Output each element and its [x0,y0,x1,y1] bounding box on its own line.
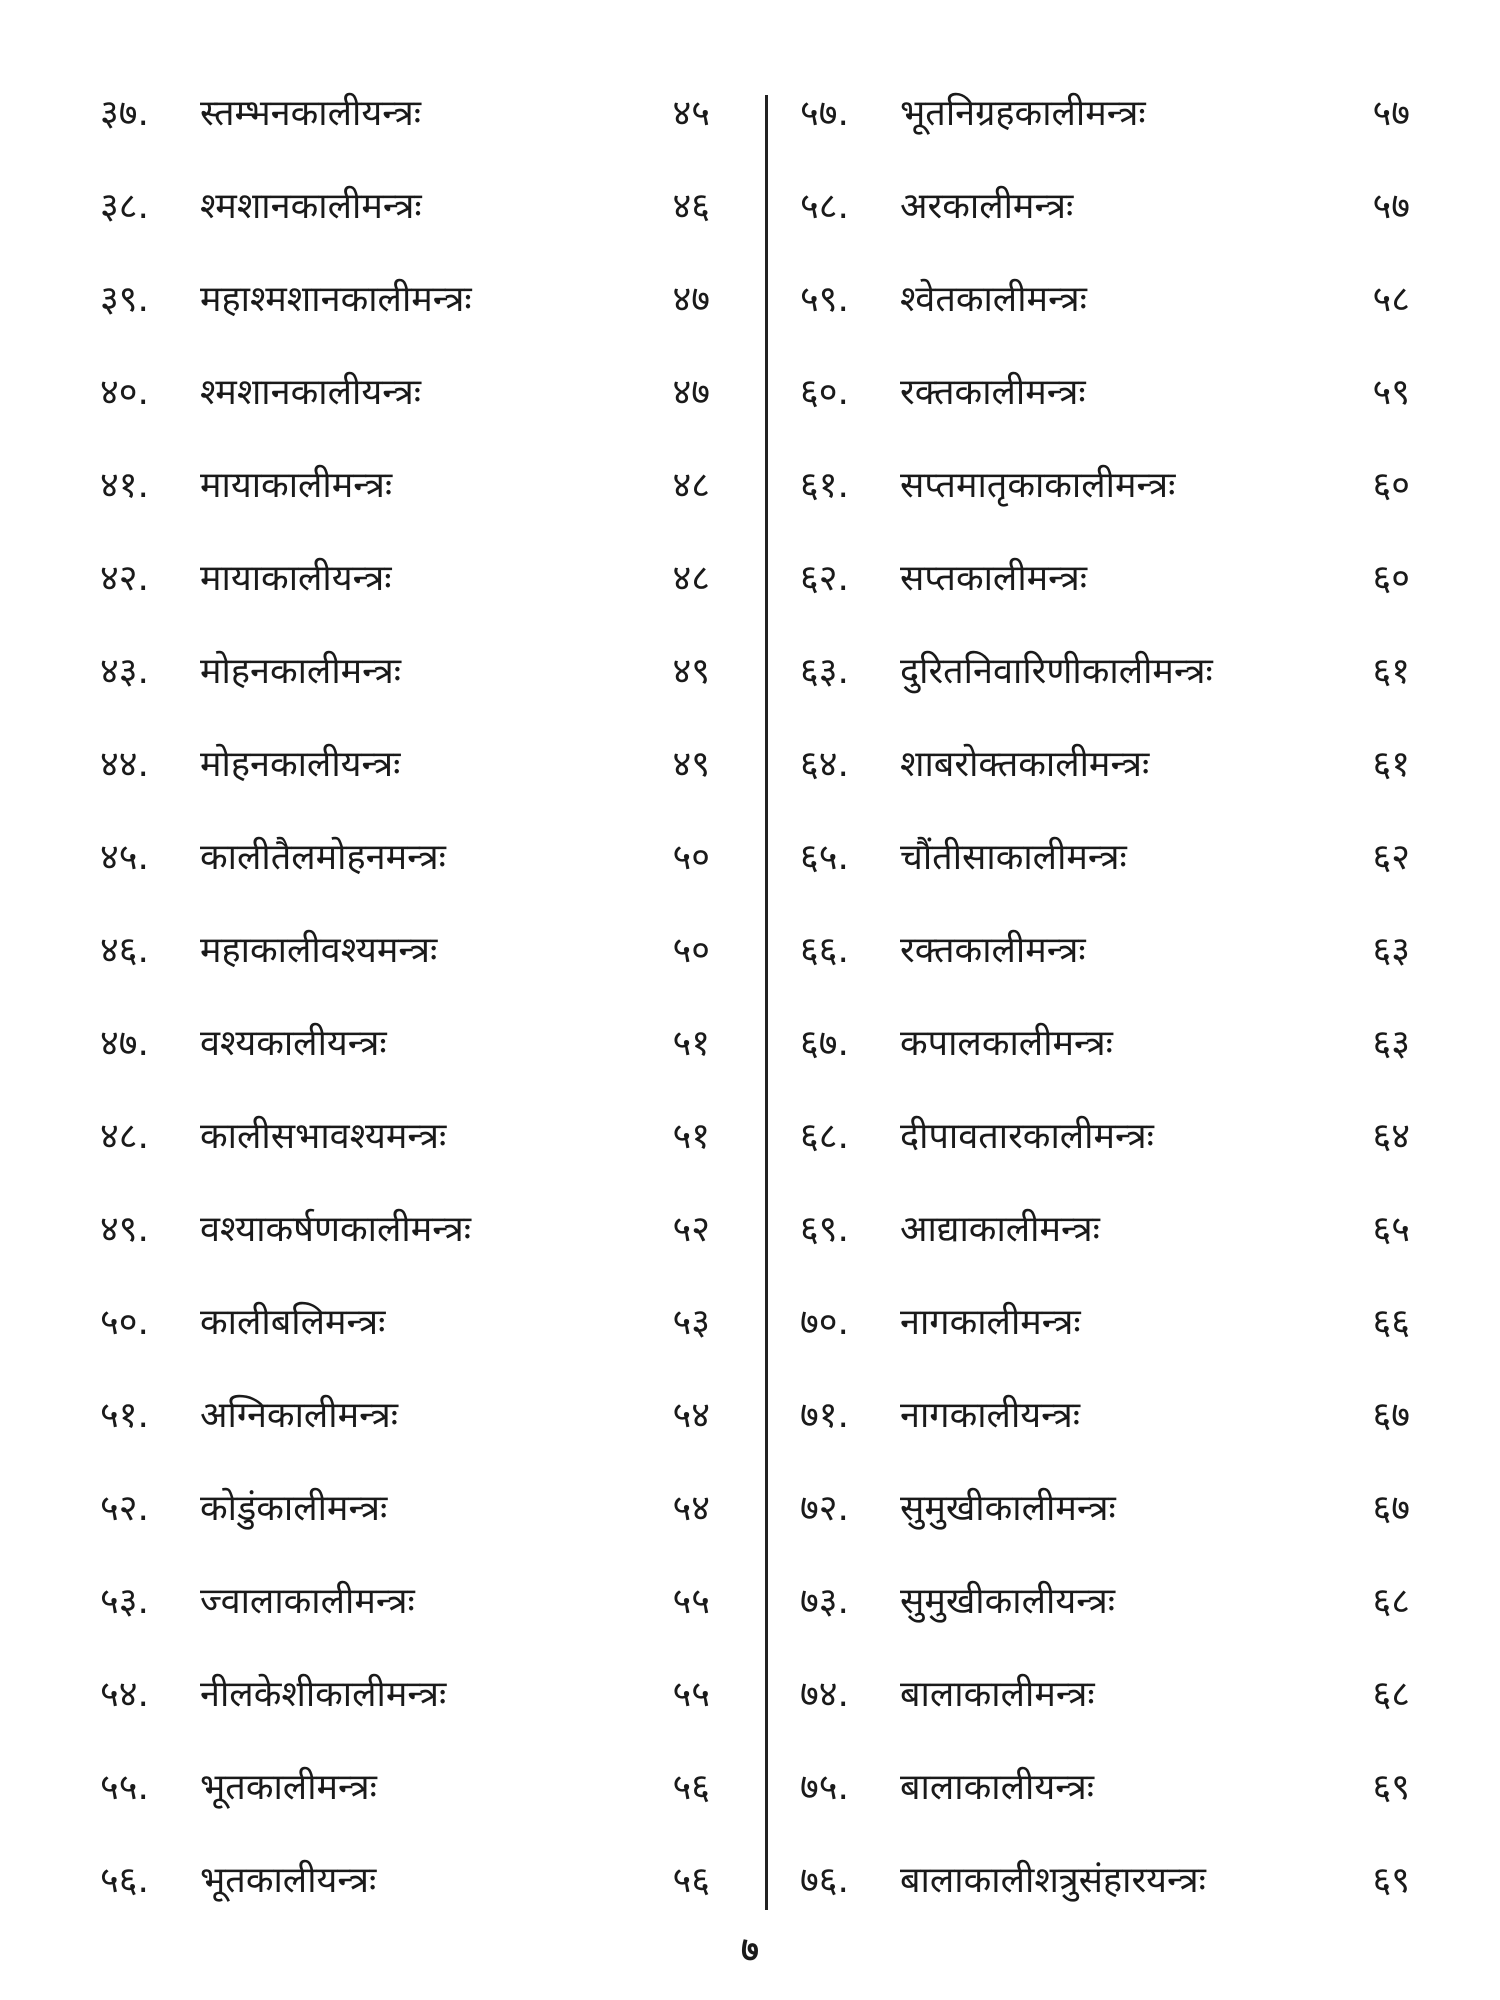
toc-entry [800,177,1440,270]
toc-right-column [800,84,1440,1944]
entry-number: ४५. [100,837,149,878]
entry-page: ६० [1372,558,1410,599]
entry-title: मोहनकालीमन्त्रः [200,651,402,692]
entry-page: ५९ [1372,372,1410,413]
entry-number: ५४. [100,1674,149,1715]
toc-entry [100,1572,740,1665]
entry-page: ६१ [1372,651,1410,692]
toc-entry [800,1014,1440,1107]
toc-entry [800,735,1440,828]
entry-number: ५९. [800,279,849,320]
entry-title: रक्तकालीमन्त्रः [900,372,1086,413]
entry-number: ५८. [800,186,849,227]
entry-page: ५५ [672,1674,710,1715]
entry-title: अग्निकालीमन्त्रः [200,1395,399,1436]
toc-entry [100,1200,740,1293]
toc-entry [800,642,1440,735]
toc-entry [800,456,1440,549]
entry-title: नीलकेशीकालीमन्त्रः [200,1674,447,1715]
entry-title: मोहनकालीयन्त्रः [200,744,401,785]
entry-number: ७२. [800,1488,849,1529]
entry-page: ६७ [1372,1395,1410,1436]
toc-entry [800,1386,1440,1479]
page-number: ७ [741,1930,759,1970]
entry-title: अरकालीमन्त्रः [900,186,1074,227]
entry-page: ५१ [672,1116,710,1157]
toc-entry [100,828,740,921]
entry-number: ६४. [800,744,849,785]
entry-page: ५० [672,837,710,878]
toc-entry [100,270,740,363]
entry-page: ६८ [1372,1674,1410,1715]
entry-number: ३७. [100,93,149,134]
entry-title: भूतकालीयन्त्रः [200,1860,377,1901]
entry-title: कालीतैलमोहनमन्त्रः [200,837,446,878]
toc-entry [100,921,740,1014]
entry-title: महाश्मशानकालीमन्त्रः [200,279,472,320]
entry-title: शाबरोक्तकालीमन्त्रः [900,744,1150,785]
entry-title: आद्याकालीमन्त्रः [900,1209,1100,1250]
entry-number: ४१. [100,465,149,506]
entry-page: ६६ [1372,1302,1410,1343]
toc-entry [800,1572,1440,1665]
toc-entry [100,1479,740,1572]
entry-number: ४९. [100,1209,149,1250]
entry-page: ६३ [1372,1023,1410,1064]
toc-entry [100,1107,740,1200]
entry-number: ४०. [100,372,149,413]
entry-number: ६६. [800,930,849,971]
entry-page: ५३ [672,1302,710,1343]
toc-entry [100,1014,740,1107]
column-divider [765,95,768,1910]
entry-page: ४७ [672,279,710,320]
toc-entry [800,549,1440,642]
entry-page: ५६ [672,1767,710,1808]
entry-title: बालाकालीमन्त्रः [900,1674,1095,1715]
entry-page: ५५ [672,1581,710,1622]
entry-page: ५७ [1372,186,1410,227]
entry-page: ४८ [672,558,710,599]
entry-title: श्वेतकालीमन्त्रः [900,279,1087,320]
entry-page: ६७ [1372,1488,1410,1529]
entry-title: दुरितनिवारिणीकालीमन्त्रः [900,651,1213,692]
entry-page: ५७ [1372,93,1410,134]
toc-entry [800,1107,1440,1200]
toc-entry [800,1665,1440,1758]
entry-page: ५२ [672,1209,710,1250]
entry-number: ७६. [800,1860,849,1901]
entry-page: ५४ [672,1488,710,1529]
entry-number: ४२. [100,558,149,599]
entry-title: वश्याकर्षणकालीमन्त्रः [200,1209,472,1250]
toc-entry [100,84,740,177]
entry-title: भूतकालीमन्त्रः [200,1767,377,1808]
toc-entry [800,1200,1440,1293]
entry-title: सुमुखीकालीयन्त्रः [900,1581,1116,1622]
toc-entry [100,1386,740,1479]
entry-page: ५१ [672,1023,710,1064]
entry-title: श्मशानकालीयन्त्रः [200,372,422,413]
entry-number: ६७. [800,1023,849,1064]
toc-entry [800,84,1440,177]
entry-number: ४३. [100,651,149,692]
entry-number: ५६. [100,1860,149,1901]
toc-entry [100,1665,740,1758]
toc-entry [100,177,740,270]
entry-page: ५८ [1372,279,1410,320]
entry-page: ६२ [1372,837,1410,878]
entry-title: नागकालीयन्त्रः [900,1395,1081,1436]
entry-page: ४६ [672,186,710,227]
entry-number: ४६. [100,930,149,971]
entry-title: सप्तमातृकाकालीमन्त्रः [900,465,1176,506]
entry-title: महाकालीवश्यमन्त्रः [200,930,438,971]
entry-title: बालाकालीयन्त्रः [900,1767,1095,1808]
toc-entry [100,1758,740,1851]
entry-title: मायाकालीयन्त्रः [200,558,392,599]
entry-title: सुमुखीकालीमन्त्रः [900,1488,1116,1529]
entry-title: मायाकालीमन्त्रः [200,465,393,506]
entry-number: ७३. [800,1581,849,1622]
entry-number: ६०. [800,372,849,413]
entry-page: ४९ [672,651,710,692]
entry-number: ६५. [800,837,849,878]
entry-number: ७४. [800,1674,849,1715]
entry-page: ५४ [672,1395,710,1436]
toc-entry [100,549,740,642]
entry-number: ३८. [100,186,149,227]
toc-entry [100,363,740,456]
toc-entry [800,1479,1440,1572]
toc-entry [800,1758,1440,1851]
toc-entry [100,642,740,735]
entry-page: ६९ [1372,1860,1410,1901]
entry-page: ६५ [1372,1209,1410,1250]
entry-page: ६१ [1372,744,1410,785]
entry-number: ६३. [800,651,849,692]
entry-page: ५६ [672,1860,710,1901]
entry-number: ७५. [800,1767,849,1808]
entry-number: ६२. [800,558,849,599]
entry-title: सप्तकालीमन्त्रः [900,558,1088,599]
entry-title: ज्वालाकालीमन्त्रः [200,1581,415,1622]
toc-entry [100,456,740,549]
entry-number: ५०. [100,1302,149,1343]
entry-page: ६८ [1372,1581,1410,1622]
toc-left-column [100,84,740,1944]
toc-entry [800,828,1440,921]
entry-title: बालाकालीशत्रुसंहारयन्त्रः [900,1860,1206,1901]
entry-number: ५१. [100,1395,149,1436]
toc-entry [100,1293,740,1386]
entry-title: कालीबलिमन्त्रः [200,1302,386,1343]
entry-title: दीपावतारकालीमन्त्रः [900,1116,1154,1157]
entry-number: ३९. [100,279,149,320]
toc-entry [800,363,1440,456]
entry-page: ४५ [672,93,710,134]
entry-number: ४४. [100,744,149,785]
entry-title: रक्तकालीमन्त्रः [900,930,1086,971]
entry-page: ४९ [672,744,710,785]
entry-number: ५३. [100,1581,149,1622]
entry-title: कालीसभावश्यमन्त्रः [200,1116,447,1157]
entry-number: ५२. [100,1488,149,1529]
entry-number: ५५. [100,1767,149,1808]
entry-title: कपालकालीमन्त्रः [900,1023,1113,1064]
entry-title: श्मशानकालीमन्त्रः [200,186,422,227]
entry-number: ६८. [800,1116,849,1157]
entry-page: ५० [672,930,710,971]
entry-number: ४८. [100,1116,149,1157]
entry-page: ६४ [1372,1116,1410,1157]
entry-title: भूतनिग्रहकालीमन्त्रः [900,93,1146,134]
entry-page: ४७ [672,372,710,413]
toc-entry [800,1293,1440,1386]
entry-number: ६१. [800,465,849,506]
entry-number: ७०. [800,1302,849,1343]
entry-title: वश्यकालीयन्त्रः [200,1023,387,1064]
entry-number: ७१. [800,1395,849,1436]
entry-title: चौंतीसाकालीमन्त्रः [900,837,1127,878]
entry-number: ४७. [100,1023,149,1064]
entry-title: नागकालीमन्त्रः [900,1302,1081,1343]
entry-number: ६९. [800,1209,849,1250]
entry-page: ६९ [1372,1767,1410,1808]
toc-entry [100,735,740,828]
entry-page: ६३ [1372,930,1410,971]
toc-entry [800,270,1440,363]
entry-number: ५७. [800,93,849,134]
entry-title: कोडुंकालीमन्त्रः [200,1488,388,1529]
entry-title: स्तम्भनकालीयन्त्रः [200,93,422,134]
toc-entry [800,921,1440,1014]
entry-page: ६० [1372,465,1410,506]
entry-page: ४८ [672,465,710,506]
